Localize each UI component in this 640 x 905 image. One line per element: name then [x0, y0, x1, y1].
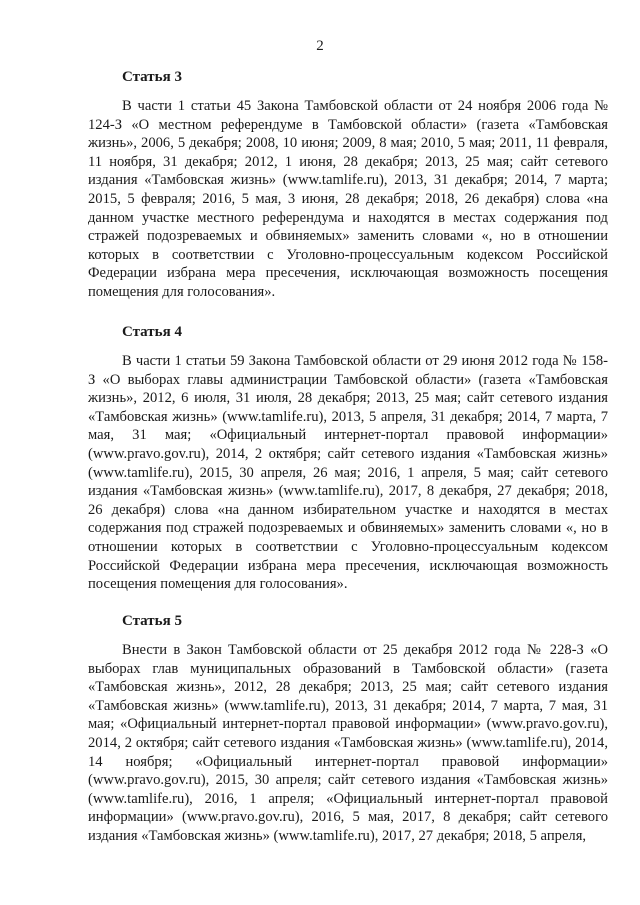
article-body: В части 1 статьи 59 Закона Тамбовской области от 29 июня 2012 года № 158-З «О выборах главы администрации Тамбовской области» (газета «Тамбовская жизнь», 2012, 6 июля, 31 июля, 28 декабря; 2013, 25 мая; сайт сетевого издания «Тамбовская жизнь» (www.tamlife.ru), 2013, 5 апреля, 31 декабря; 2014, 7 марта, 7 мая, 31 мая; «Официальный интернет-портал правовой информации» (www.pravo.gov.ru), 2014, 2 октября; сайт сетевого издания «Тамбовская жизнь» (www.tamlife.ru), 2015, 30 апреля, 26 мая; 2016, 1 апреля, 5 мая; сайт сетевого издания «Тамбовская жизнь» (www.tamlife.ru), 2017, 8 декабря, 27 декабря; 2018, 26 декабря) слова «на данном избирательном участке и находятся в местах содержания под стражей подозреваемых и обвиняемых» заменить словами «, но в отношении которых в соответствии с Уголовно-процессуальным кодексом Российской Федерации избрана мера пресечения, исключающая возможность посещения помещения для голосования». [88, 353, 608, 593]
article-body: Внести в Закон Тамбовской области от 25 декабря 2012 года № 228-З «О выборах глав муниципальных образований в Тамбовской области» (газета «Тамбовская жизнь», 2012, 28 декабря; 2013, 25 мая; сайт сетевого издания «Тамбовская жизнь» (www.tamlife.ru), 2013, 31 декабря; 2014, 7 марта, 7 мая, 31 мая; «Официальный интернет-портал правовой информации» (www.pravo.gov.ru), 2014, 2 октября; сайт сетевого издания «Тамбовская жизнь» (www.tamlife.ru), 2014, 14 ноября; «Официальный интернет-портал правовой информации» (www.pravo.gov.ru), 2015, 30 апреля; сайт сетевого издания «Тамбовская жизнь» (www.tamlife.ru), 2016, 1 апреля; «Официальный интернет-портал правовой информации» (www.pravo.gov.ru), 2016, 5 мая, 2017, 8 декабря; сайт сетевого издания «Тамбовская жизнь» (www.tamlife.ru), 2017, 27 декабря; 2018, 5 апреля, [88, 642, 608, 844]
page-number: 2 [316, 38, 324, 54]
article-title: Статья 5 [122, 613, 182, 629]
article-3 [88, 68, 608, 302]
article-5 [88, 612, 608, 846]
article-4 [88, 323, 608, 594]
article-title: Статья 4 [122, 324, 182, 340]
article-body: В части 1 статьи 45 Закона Тамбовской области от 24 ноября 2006 года № 124-З «О местном референдуме в Тамбовской области» (газета «Тамбовская жизнь», 2006, 5 декабря; 2008, 10 июня; 2009, 8 мая; 2010, 5 мая; 2011, 11 февраля, 11 ноября, 31 декабря; 2012, 1 июня, 28 декабря; 2013, 25 мая; сайт сетевого издания «Тамбовская жизнь» (www.tamlife.ru), 2013, 31 декабря; 2014, 7 марта; 2015, 5 февраля; 2016, 5 мая, 3 июня, 28 декабря; 2018, 26 декабря) слова «на данном участке местного референдума и находятся в местах содержания под стражей подозреваемых и обвиняемых» заменить словами «, но в отношении которых в соответствии с Уголовно-процессуальным кодексом Российской Федерации избрана мера пресечения, исключающая возможность посещения помещения для голосования». [88, 98, 608, 300]
article-title: Статья 3 [122, 69, 182, 85]
